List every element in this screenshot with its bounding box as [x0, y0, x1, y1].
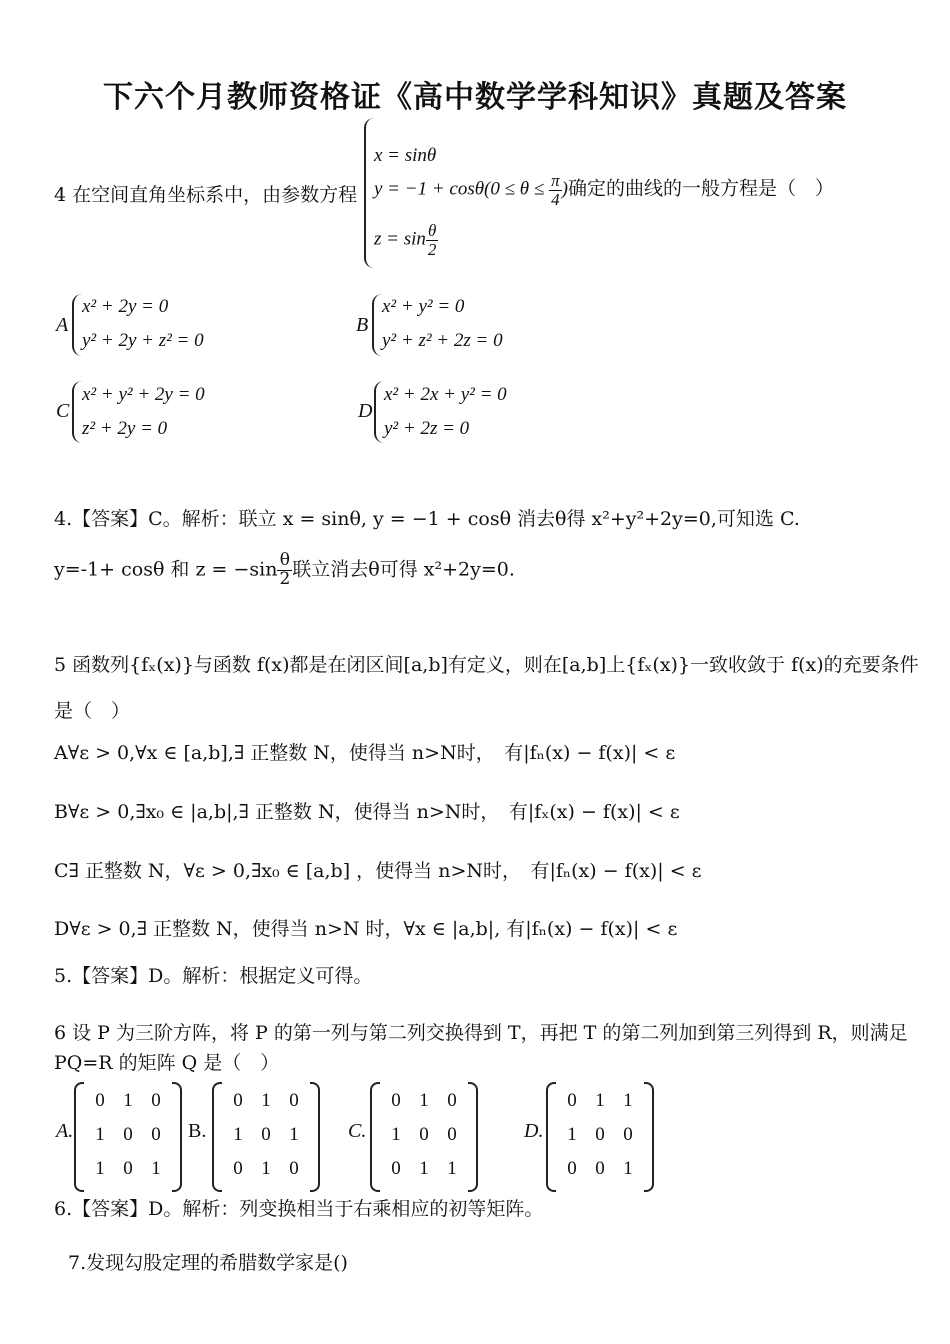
matrix-right-bracket	[172, 1082, 182, 1192]
q6-line1: 6 设 P 为三阶方阵，将 P 的第一列与第二列交换得到 T，再把 T 的第二列加到第三列得到 R，则满足	[54, 1022, 908, 1044]
matrix-cell: 0	[289, 1090, 299, 1111]
matrix-cell: 1	[623, 1158, 633, 1179]
q5-option-b: B∀ε > 0,∃x₀ ∈ |a,b|,∃ 正整数 N，使得当 n>N时， 有|fₓ(x) − f(x)| < ε	[54, 801, 680, 823]
matrix-cell: 0	[151, 1090, 161, 1111]
q4-eq2	[374, 172, 834, 209]
q4-answer-den: 2	[279, 568, 291, 589]
q6-option-a-table	[86, 1084, 170, 1186]
q4-option-b-label: B	[356, 314, 369, 336]
q6-option-c-table	[382, 1084, 466, 1186]
matrix-right-bracket	[310, 1082, 320, 1192]
q4-prefix: 4 在空间直角坐标系中，由参数方程	[54, 184, 358, 206]
q4-option-c-label: C	[56, 400, 70, 422]
q4-option-d-line2: y² + 2z = 0	[384, 418, 470, 439]
q5-line1: 5 函数列{fₓ(x)}与函数 f(x)都是在闭区间[a,b]有定义，则在[a,b]上{fₓ(x)}一致收敛于 f(x)的充要条件	[54, 654, 919, 676]
matrix-cell: 1	[623, 1090, 633, 1111]
q5-answer: 5.【答案】D。解析：根据定义可得。	[54, 965, 373, 987]
q6-option-b-label: B.	[188, 1120, 207, 1142]
q4-option-a-label: A	[56, 314, 69, 336]
matrix-cell: 1	[123, 1090, 133, 1111]
question-7: 7.发现勾股定理的希腊数学家是()	[68, 1252, 348, 1274]
matrix-cell: 1	[95, 1158, 105, 1179]
matrix-cell: 1	[233, 1124, 243, 1145]
matrix-cell: 0	[95, 1090, 105, 1111]
q4-option-c-line1: x² + y² + 2y = 0	[82, 384, 205, 405]
matrix-cell: 0	[151, 1124, 161, 1145]
q4-eq2-den: 4	[551, 189, 560, 209]
q6-option-c-matrix	[370, 1082, 478, 1188]
matrix-cell: 1	[419, 1090, 429, 1111]
page-title: 下六个月教师资格证《高中数学学科知识》真题及答案	[103, 80, 847, 115]
q6-option-d-table	[558, 1084, 642, 1186]
matrix-cell: 0	[233, 1090, 243, 1111]
q6-option-d-label: D.	[524, 1120, 544, 1142]
matrix-left-bracket	[546, 1082, 556, 1192]
q4-option-c-brace	[72, 381, 82, 443]
matrix-cell: 0	[447, 1124, 457, 1145]
matrix-cell: 1	[595, 1090, 605, 1111]
matrix-cell: 1	[261, 1090, 271, 1111]
matrix-cell: 1	[391, 1124, 401, 1145]
q5-option-a: A∀ε > 0,∀x ∈ [a,b],∃ 正整数 N，使得当 n>N时， 有|fₙ(x) − f(x)| < ε	[54, 742, 676, 764]
matrix-cell: 0	[419, 1124, 429, 1145]
matrix-cell: 0	[567, 1158, 577, 1179]
q4-eq3-den: 2	[427, 239, 437, 259]
q4-answer-line2	[54, 552, 515, 589]
q4-answer-2b: 联立消去θ可得 x²+2y=0.	[292, 558, 515, 581]
matrix-left-bracket	[74, 1082, 84, 1192]
q4-eq3-num: θ	[426, 222, 439, 241]
matrix-cell: 0	[595, 1124, 605, 1145]
matrix-cell: 0	[567, 1090, 577, 1111]
q5-option-d: D∀ε > 0,∃ 正整数 N，使得当 n>N 时，∀x ∈ |a,b|, 有|fₙ(x) − f(x)| < ε	[54, 918, 678, 940]
q4-eq1: x = sinθ	[374, 145, 437, 166]
matrix-cell: 0	[391, 1090, 401, 1111]
q6-option-b-matrix	[212, 1082, 320, 1188]
matrix-cell: 0	[123, 1158, 133, 1179]
q5-option-c: C∃ 正整数 N，∀ε > 0,∃x₀ ∈ [a,b] ，使得当 n>N时， 有|fₙ(x) − f(x)| < ε	[54, 860, 702, 882]
matrix-cell: 0	[447, 1090, 457, 1111]
q4-answer-num: θ	[277, 552, 292, 571]
q6-option-a-label: A.	[56, 1120, 74, 1142]
q4-eq3-fraction	[426, 222, 439, 259]
q6-option-c-label: C.	[348, 1120, 367, 1142]
q4-eq2-b: )	[561, 178, 568, 200]
q6-option-a-matrix	[74, 1082, 182, 1188]
matrix-cell: 1	[261, 1158, 271, 1179]
q4-option-d-label: D	[358, 400, 373, 422]
matrix-right-bracket	[468, 1082, 478, 1192]
q4-answer-2a: y=-1+ cosθ 和 z = −sin	[54, 558, 278, 581]
q4-suffix: 确定的曲线的一般方程是（ ）	[567, 177, 834, 200]
q4-answer-fraction	[277, 552, 292, 589]
q4-eq3-a: z = sin	[374, 228, 426, 250]
q4-eq2-num: π	[551, 171, 560, 190]
matrix-cell: 0	[261, 1124, 271, 1145]
q4-option-d-line1: x² + 2x + y² = 0	[384, 384, 507, 405]
q4-option-a-line2: y² + 2y + z² = 0	[82, 330, 204, 351]
matrix-left-bracket	[212, 1082, 222, 1192]
matrix-cell: 0	[233, 1158, 243, 1179]
q6-option-b-table	[224, 1084, 308, 1186]
matrix-cell: 0	[623, 1124, 633, 1145]
matrix-cell: 1	[289, 1124, 299, 1145]
q4-option-d-brace	[374, 381, 384, 443]
q4-option-c-line2: z² + 2y = 0	[82, 418, 168, 439]
matrix-cell: 0	[595, 1158, 605, 1179]
q6-answer: 6.【答案】D。解析：列变换相当于右乘相应的初等矩阵。	[54, 1198, 544, 1220]
q6-line2: PQ=R 的矩阵 Q 是（ ）	[54, 1052, 280, 1074]
matrix-cell: 1	[95, 1124, 105, 1145]
q4-answer-line1: 4.【答案】C。解析：联立 x = sinθ, y = −1 + cosθ 消去θ得 x²+y²+2y=0,可知选 C.	[54, 508, 800, 530]
q5-line2: 是（ ）	[54, 700, 131, 722]
q4-eq3	[374, 222, 438, 259]
matrix-cell: 1	[151, 1158, 161, 1179]
matrix-cell: 0	[391, 1158, 401, 1179]
q4-option-a-brace	[72, 294, 82, 356]
q4-eq2-fraction	[549, 172, 562, 209]
matrix-left-bracket	[370, 1082, 380, 1192]
matrix-cell: 0	[289, 1158, 299, 1179]
q4-eq2-a: y = −1 + cosθ(0 ≤ θ ≤	[374, 178, 550, 200]
q4-option-a-line1: x² + 2y = 0	[82, 296, 169, 317]
q4-option-b-line1: x² + y² = 0	[382, 296, 465, 317]
matrix-cell: 1	[567, 1124, 577, 1145]
matrix-cell: 1	[419, 1158, 429, 1179]
matrix-cell: 0	[123, 1124, 133, 1145]
q6-option-d-matrix	[546, 1082, 654, 1188]
matrix-right-bracket	[644, 1082, 654, 1192]
matrix-cell: 1	[447, 1158, 457, 1179]
q4-option-b-line2: y² + z² + 2z = 0	[382, 330, 503, 351]
q4-option-b-brace	[372, 294, 382, 356]
